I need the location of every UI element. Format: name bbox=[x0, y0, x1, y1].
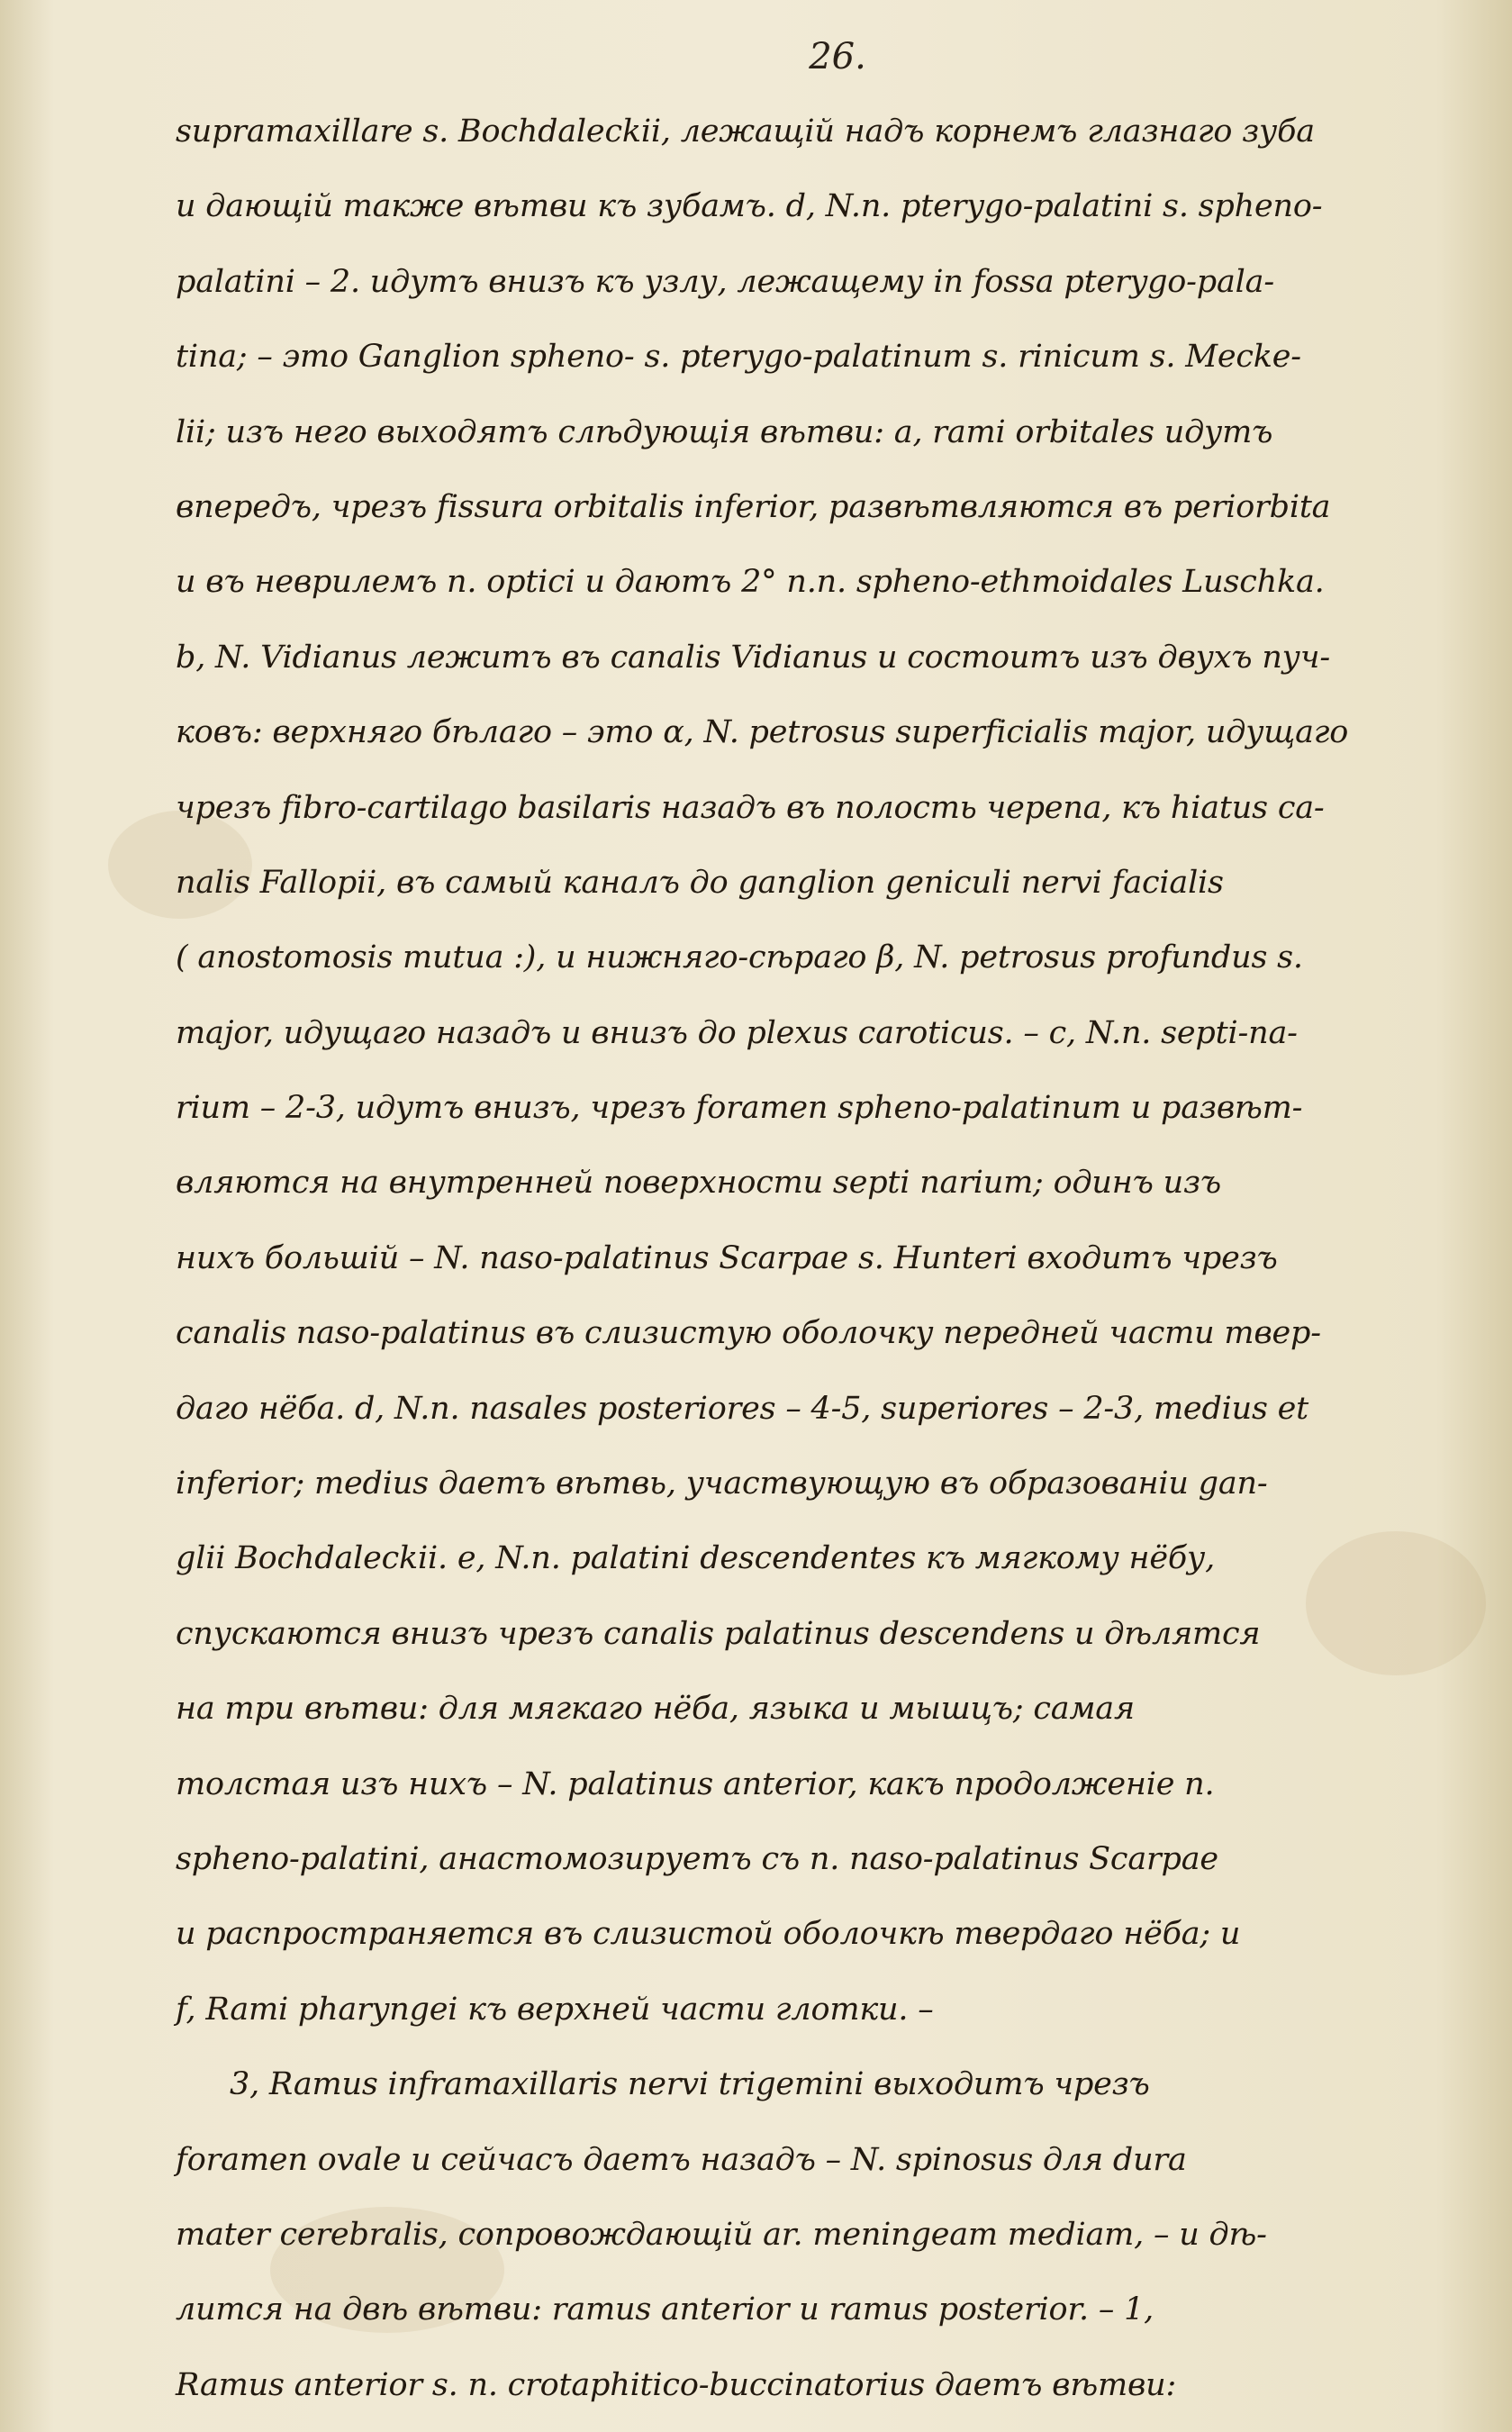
text-line bbox=[176, 695, 1490, 770]
text-line-content: spheno-palatini, анастомозируетъ съ n. naso-palatinus Scarpae bbox=[176, 1840, 1218, 1877]
text-line bbox=[176, 2047, 1490, 2122]
text-line-content: glii Bochdaleckii. e, N.n. palatini descendentes къ мягкому нёбу, bbox=[176, 1540, 1216, 1577]
text-line-content: лится на двѣ вѣтви: ramus anterior и ramus posterior. – 1, bbox=[176, 2291, 1154, 2328]
text-line-content: nalis Fallopii, въ самый каналъ до ganglion geniculi nervi facialis bbox=[176, 864, 1224, 901]
text-line-content: и дающій также вѣтви къ зубамъ. d, N.n. pterygo-palatini s. spheno- bbox=[176, 188, 1323, 225]
text-line-content: palatini – 2. идутъ внизъ къ узлу, лежащему in fossa pterygo-pala- bbox=[176, 263, 1274, 300]
text-line bbox=[176, 2273, 1490, 2347]
text-line-content: foramen ovale и сейчасъ даетъ назадъ – N. spinosus для dura bbox=[176, 2141, 1187, 2178]
text-line-content: и распространяется въ слизистой оболочкѣ твердаго нёба; и bbox=[176, 1916, 1241, 1953]
text-line-content: rium – 2-3, идутъ внизъ, чрезъ foramen spheno-palatinum и развѣт- bbox=[176, 1090, 1303, 1127]
text-line-content: lii; изъ него выходятъ слѣдующія вѣтви: a, rami orbitales идутъ bbox=[176, 413, 1273, 450]
text-line bbox=[176, 1296, 1490, 1371]
text-line bbox=[176, 95, 1490, 169]
text-line bbox=[176, 1447, 1490, 1521]
text-line-content: supramaxillare s. Bochdaleckii, лежащій надъ корнемъ глазнаго зуба bbox=[176, 113, 1315, 150]
text-line bbox=[176, 169, 1490, 244]
text-line bbox=[176, 2198, 1490, 2273]
text-line-content: 3, Ramus inframaxillaris nervi trigemini выходитъ чрезъ bbox=[230, 2066, 1150, 2103]
text-line bbox=[176, 1822, 1490, 1897]
text-line bbox=[176, 1146, 1490, 1221]
text-line-content: вляются на внутренней поверхности septi narium; одинъ изъ bbox=[176, 1165, 1222, 1202]
text-line bbox=[176, 1747, 1490, 1822]
text-line-content: толстая изъ нихъ – N. palatinus anterior, какъ продолженіе n. bbox=[176, 1765, 1215, 1802]
text-line-content: на три вѣтви: для мягкаго нёба, языка и мышцъ; самая bbox=[176, 1691, 1135, 1728]
text-line-content: ( anostomosis mutua :), и нижняго-сѣраго β, N. petrosus profundus s. bbox=[176, 939, 1303, 976]
text-line bbox=[176, 2348, 1490, 2423]
text-line bbox=[176, 1521, 1490, 1596]
text-line-content: ковъ: верхняго бѣлаго – это α, N. petrosus superficialis major, идущаго bbox=[176, 714, 1349, 751]
text-line bbox=[176, 2123, 1490, 2198]
handwritten-text-block bbox=[176, 95, 1490, 2423]
text-line bbox=[176, 1973, 1490, 2047]
text-line-content: спускаются внизъ чрезъ canalis palatinus descendens и дѣлятся bbox=[176, 1615, 1261, 1652]
text-line bbox=[176, 846, 1490, 921]
text-line-content: Ramus anterior s. n. crotaphitico-buccinatorius даетъ вѣтви: bbox=[176, 2366, 1177, 2403]
text-line bbox=[176, 1221, 1490, 1296]
text-line bbox=[176, 1071, 1490, 1146]
text-line-content: впередъ, чрезъ fissura orbitalis inferior, развѣтвляются въ periorbita bbox=[176, 488, 1331, 525]
text-line-content: b, N. Vidianus лежитъ въ canalis Vidianus и состоитъ изъ двухъ пуч- bbox=[176, 639, 1330, 676]
text-line bbox=[176, 1372, 1490, 1447]
text-line bbox=[176, 395, 1490, 470]
text-line bbox=[176, 1597, 1490, 1672]
text-line bbox=[176, 320, 1490, 395]
text-line bbox=[176, 996, 1490, 1071]
text-line-content: tina; – это Ganglion spheno- s. pterygo-palatinum s. rinicum s. Meckе- bbox=[176, 339, 1301, 376]
text-line-content: нихъ большій – N. naso-palatinus Scarpae s. Hunteri входитъ чрезъ bbox=[176, 1239, 1278, 1276]
text-line-content: чрезъ fibro-cartilago basilaris назадъ въ полость черепа, къ hiatus ca- bbox=[176, 789, 1325, 826]
text-line-content: canalis naso-palatinus въ слизистую оболочку передней части твер- bbox=[176, 1315, 1321, 1352]
text-line-content: major, идущаго назадъ и внизъ до plexus caroticus. – c, N.n. septi-na- bbox=[176, 1014, 1298, 1051]
text-line-content: даго нёба. d, N.n. nasales posteriores – 4-5, superiores – 2-3, medius et bbox=[176, 1390, 1309, 1427]
text-line-content: mater cerebralis, сопровождающій ar. meningeam mediam, – и дѣ- bbox=[176, 2216, 1267, 2253]
text-line-content: и въ неврилемъ n. optici и даютъ 2° n.n. spheno-ethmoidales Luschka. bbox=[176, 564, 1325, 601]
text-line bbox=[176, 545, 1490, 620]
text-line bbox=[176, 1672, 1490, 1747]
page-number: 26. bbox=[809, 36, 866, 77]
text-line bbox=[176, 470, 1490, 545]
text-line-content: inferior; medius даетъ вѣтвь, участвующую въ образованіи gan- bbox=[176, 1466, 1268, 1502]
text-line bbox=[176, 1897, 1490, 1972]
text-line bbox=[176, 921, 1490, 995]
text-line bbox=[176, 245, 1490, 320]
text-line bbox=[176, 771, 1490, 846]
text-line-content: f, Rami pharyngei къ верхней части глотки. – bbox=[176, 1991, 934, 2028]
text-line bbox=[176, 621, 1490, 695]
